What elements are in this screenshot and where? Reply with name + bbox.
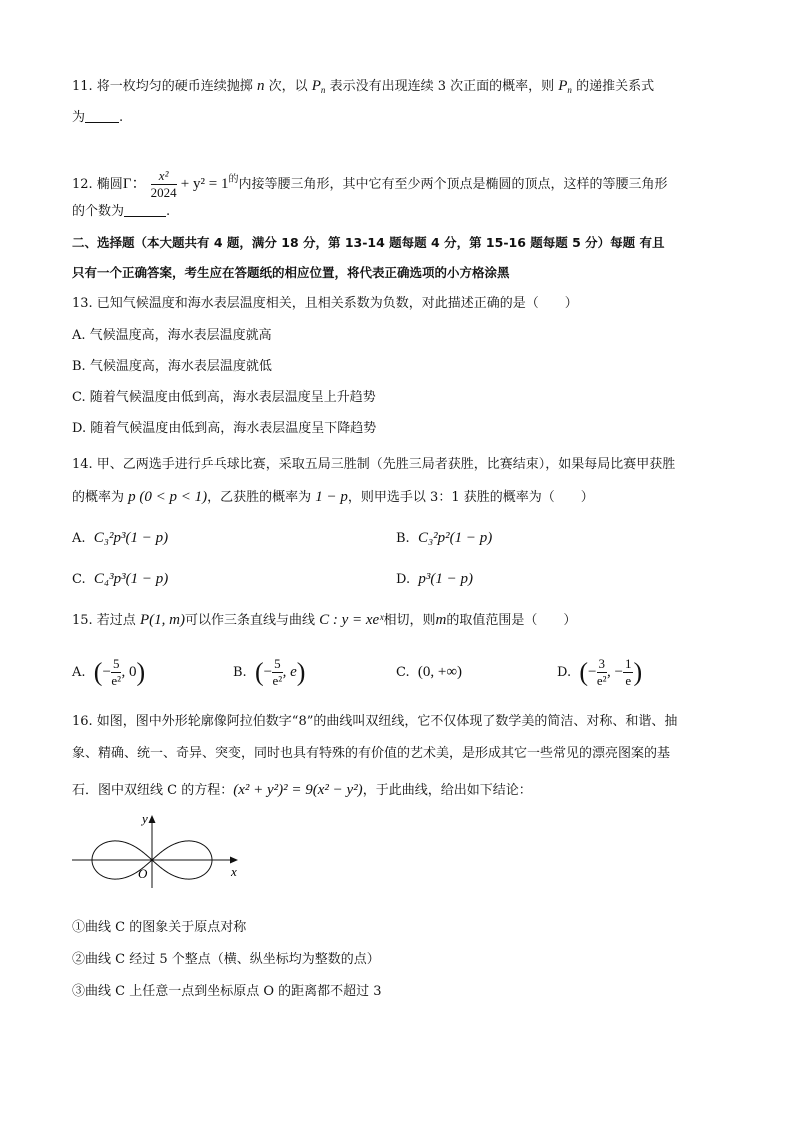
q14-option-b[interactable] [396,527,492,550]
q14-line2 [72,487,722,508]
q11-tail: 的递推关系式 [576,79,655,94]
q12-gamma: Γ： [122,176,147,192]
q15-d-num1: 3 [598,656,605,671]
q15-b-den: e² [272,673,283,688]
q15-b-open-paren: ( [254,657,264,687]
q15-d-frac2 [623,656,634,689]
q15-option-b[interactable] [233,652,305,693]
q14-line2a: 的概率为 [72,490,125,505]
q12-prefix: 12. 椭圆 [72,177,123,192]
q15-c-label: C. [396,665,410,680]
q15-a-right: , 0 [121,664,137,680]
q15-b-frac [272,656,283,689]
q11-line1 [72,76,722,100]
q14-a-expr: C₃²p³(1 − p) [93,530,169,546]
q12-fraction [151,168,177,201]
q11-line2-text: 为 [72,110,86,125]
q13-option-b[interactable]: B. 气候温度高，海水表层温度就低 [72,359,272,374]
q16-conclusion-3: ③曲线 C 上任意一点到坐标原点 O 的距离都不超过 3 [72,984,382,999]
q11-pn-sub: n [320,85,326,95]
q15-d-comma: , − [607,664,623,680]
q12-end: . [166,204,171,219]
q14-condition: p (0 < p < 1) [128,489,208,505]
q12-frac-den: 2024 [150,185,177,200]
q16-conclusion-2: ②曲线 C 经过 5 个整点（横、纵坐标均为整数的点） [72,952,380,967]
q14-option-d[interactable] [396,568,473,591]
q15-a-label: A. [72,665,86,680]
q15-c: 相切，则 [383,613,436,628]
q12-equation-rest: + y² = 1 [180,176,229,192]
q14-line2c: ，则甲选手以 3：1 获胜的概率为（ ） [347,490,594,505]
q14-a-label: A. [72,531,86,546]
q15-d-frac1 [597,656,608,689]
q13-option-d[interactable]: D. 随着气候温度由低到高，海水表层温度呈下降趋势 [72,421,377,436]
q16-line1: 16. 如图，图中外形轮廓像阿拉伯数字“8”的曲线叫双纽线，它不仅体现了数学美的简洁、对称、和谐、抽 [72,714,678,729]
q14-c-label: C. [72,572,86,587]
q12-text: 内接等腰三角形，其中它有至少两个顶点是椭圆的顶点，这样的等腰三角形 [238,177,668,192]
origin-label: O [138,866,148,881]
q11-mid2: 表示没有出现连续 3 次正面的概率，则 [329,79,555,94]
q15-b-close-paren: ) [296,657,306,687]
x-axis-arrow [230,857,238,864]
q15-a-open-paren: ( [93,657,103,687]
q12-answer-blank[interactable] [124,202,166,217]
q13-option-a[interactable]: A. 气候温度高，海水表层温度就高 [72,328,272,343]
q15-d-close-paren: ) [633,657,643,687]
q16-line3b: ，于此曲线，给出如下结论： [362,783,532,798]
q11-pn-2: P [558,78,568,94]
q11-n: n [256,78,265,94]
q14-option-c[interactable] [72,568,168,591]
q15-d: 的取值范围是（ ） [446,613,577,628]
q14-b-expr: C₃²p²(1 − p) [417,530,493,546]
q15-b-minus: − [263,664,273,680]
q15-d-minus1: − [588,664,597,680]
q12-mark: 的 [228,174,239,185]
q15-a-den: e² [111,673,122,688]
q15-b-num: 5 [274,656,281,671]
q13-option-c[interactable]: C. 随着气候温度由低到高，海水表层温度呈上升趋势 [72,390,376,405]
q15-curve: C : y = xeˣ [319,612,384,628]
q11-pn-sub-2: n [567,85,572,95]
q11-line2 [72,108,722,128]
q14-line2b: ，乙获胜的概率为 [207,490,312,505]
y-axis-label: y [142,811,148,826]
q15-a-close-paren: ) [136,657,146,687]
q15-d-num2: 1 [624,656,632,671]
q15-option-d[interactable] [557,652,642,693]
q14-b-label: B. [396,531,410,546]
q15-option-a[interactable] [72,652,145,693]
q15-c-expr: (0, +∞) [417,664,463,680]
q12-line1 [72,158,722,202]
q16-line3a: 石．图中双纽线 C 的方程： [72,783,234,798]
q15-d-open-paren: ( [579,657,589,687]
q16-equation: (x² + y²)² = 9(x² − y²) [233,782,363,798]
q11-pn: P [311,78,321,94]
q13-stem: 13. 已知气候温度和海水表层温度相关，且相关系数为负数，对此描述正确的是（ ） [72,296,578,311]
q15-point: P(1, m) [139,612,185,628]
y-axis-arrow [149,815,156,823]
q15-a: 15. 若过点 [72,613,136,628]
q15-b: 可以作三条直线与曲线 [184,613,315,628]
q16-line3 [72,780,722,801]
q16-conclusion-1: ①曲线 C 的图象关于原点对称 [72,920,247,935]
q14-line1: 14. 甲、乙两选手进行乒乓球比赛，采取五局三胜制（先胜三局者获胜，比赛结束），如果每局比赛甲获胜 [72,457,676,472]
q15-stem [72,610,722,631]
q11-mid1: 次，以 [268,79,308,94]
q14-c-expr: C₄³p³(1 − p) [93,571,169,587]
x-axis-label: x [231,864,237,879]
q15-a-minus: − [102,664,111,680]
q16-line2: 象、精确、统一、奇异、突变，同时也具有特殊的有价值的艺术美，是形成其它一些常见的漂亮图案的基 [72,746,671,761]
q12-line2-text: 的个数为 [72,204,125,219]
q15-d-label: D. [557,665,572,680]
q14-option-a[interactable] [72,527,168,550]
q11-end: . [119,110,124,125]
q12-line2 [72,202,722,222]
q15-d-den1: e² [596,673,607,688]
q14-d-label: D. [396,572,411,587]
q14-d-expr: p³(1 − p) [418,571,473,587]
q11-answer-blank[interactable] [85,108,119,123]
section2-line1: 二、选择题（本大题共有 4 题，满分 18 分，第 13-14 题每题 4 分，第 15-16 题每题 5 分）每题 有且 [72,235,665,250]
q14-lose-prob: 1 − p [315,489,348,505]
q11-prefix: 11. 将一枚均匀的硬币连续抛掷 [72,79,253,94]
q15-option-c[interactable] [396,652,462,693]
section2-line2: 只有一个正确答案，考生应在答题纸的相应位置，将代表正确选项的小方格涂黑 [72,265,510,280]
q15-a-num: 5 [112,656,120,671]
q15-a-frac [111,656,122,689]
q15-b-right: , e [282,664,297,680]
q12-frac-num: x² [151,168,177,185]
q15-b-label: B. [233,665,247,680]
lemniscate-figure [68,810,248,890]
q15-d-den2: e [625,673,632,688]
q15-m: m [435,612,447,628]
